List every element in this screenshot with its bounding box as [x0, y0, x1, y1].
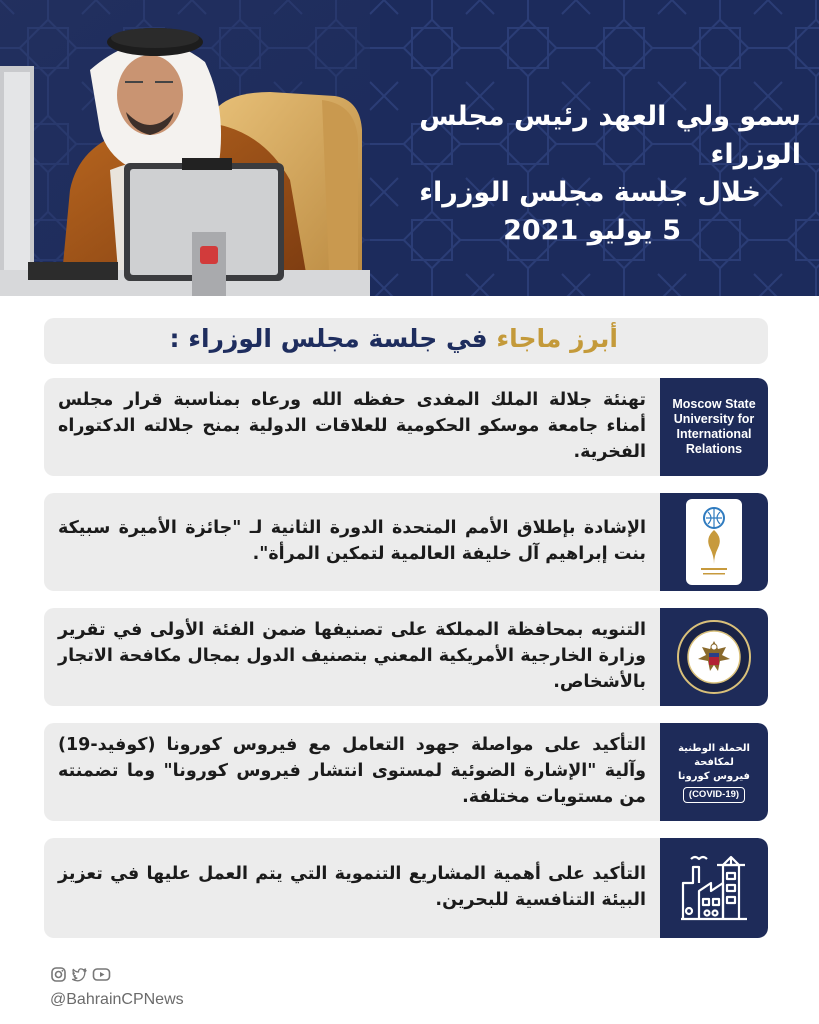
item-text: التنويه بمحافظة المملكة على تصنيفها ضمن الفئة الأولى في تقرير وزارة الخارجية الأمريكية المعني بتصنيف الدول بمجال مكافحة الاتجار بالأشخاص.: [58, 620, 646, 692]
youtube-icon[interactable]: [92, 966, 111, 983]
twitter-icon[interactable]: [71, 966, 88, 983]
msu-line-4: Relations: [685, 442, 743, 456]
title-line-1: سمو ولي العهد رئيس مجلس الوزراء: [419, 101, 801, 170]
social-icons: [50, 966, 111, 983]
award-emblem-icon: [691, 504, 737, 580]
section-header: [44, 318, 768, 364]
list-item: [44, 378, 768, 476]
header-banner: [0, 0, 819, 296]
covid-line-2: لمكافحة: [694, 756, 734, 768]
list-item: [44, 493, 768, 591]
princess-sabeeka-award-logo: [660, 493, 768, 591]
item-text: التأكيد على أهمية المشاريع التنموية التي يتم العمل عليها في تعزيز البيئة التنافسية للبحرين.: [58, 864, 646, 910]
covid-line-3: فيروس كورونا: [678, 770, 750, 782]
section-title-accent: أبرز ماجاء: [496, 324, 618, 353]
list-item: [44, 723, 768, 821]
msu-line-3: International: [676, 427, 752, 441]
section-title: [170, 324, 618, 353]
msu-line-2: University for: [673, 412, 755, 426]
crown-prince-photo: [0, 0, 370, 296]
title-block: [361, 98, 801, 250]
list-item: [44, 608, 768, 706]
covid-line-1: الحملة الوطنية: [678, 742, 750, 754]
msu-line-1: Moscow State: [672, 397, 756, 411]
moscow-university-logo: [660, 378, 768, 476]
us-department-of-state-seal: [660, 608, 768, 706]
covid-campaign-badge: [660, 723, 768, 821]
instagram-icon[interactable]: [50, 966, 67, 983]
covid-tag: (COVID-19): [683, 787, 745, 803]
factory-development-icon: [660, 838, 768, 938]
social-handle[interactable]: @BahrainCPNews: [50, 991, 184, 1008]
item-text: تهنئة جلالة الملك المفدى حفظه الله ورعاه بمناسبة قرار مجلس أمناء جامعة موسكو الحكومية للعلاقات الدولية بمنح جلالته الدكتوراه الفخرية.: [58, 390, 646, 462]
title-line-2: خلال جلسة مجلس الوزراء: [419, 177, 761, 208]
item-text: التأكيد على مواصلة جهود التعامل مع فيروس كورونا (كوفيد-19) وآلية "الإشارة الضوئية لمستوى انتشار فيروس كورونا" وما تضمنته من مستويات مختلفة.: [58, 735, 646, 807]
title-date: 5 يوليو 2021: [503, 215, 681, 246]
section-title-rest: في جلسة مجلس الوزراء :: [169, 324, 497, 353]
item-text: الإشادة بإطلاق الأمم المتحدة الدورة الثانية لـ "جائزة الأميرة سبيكة بنت إبراهيم آل خليفة العالمية لتمكين المرأة".: [58, 518, 646, 564]
factory-icon: [677, 853, 751, 923]
list-item: [44, 838, 768, 938]
state-seal-icon: [676, 619, 752, 695]
award-card: [686, 499, 742, 585]
